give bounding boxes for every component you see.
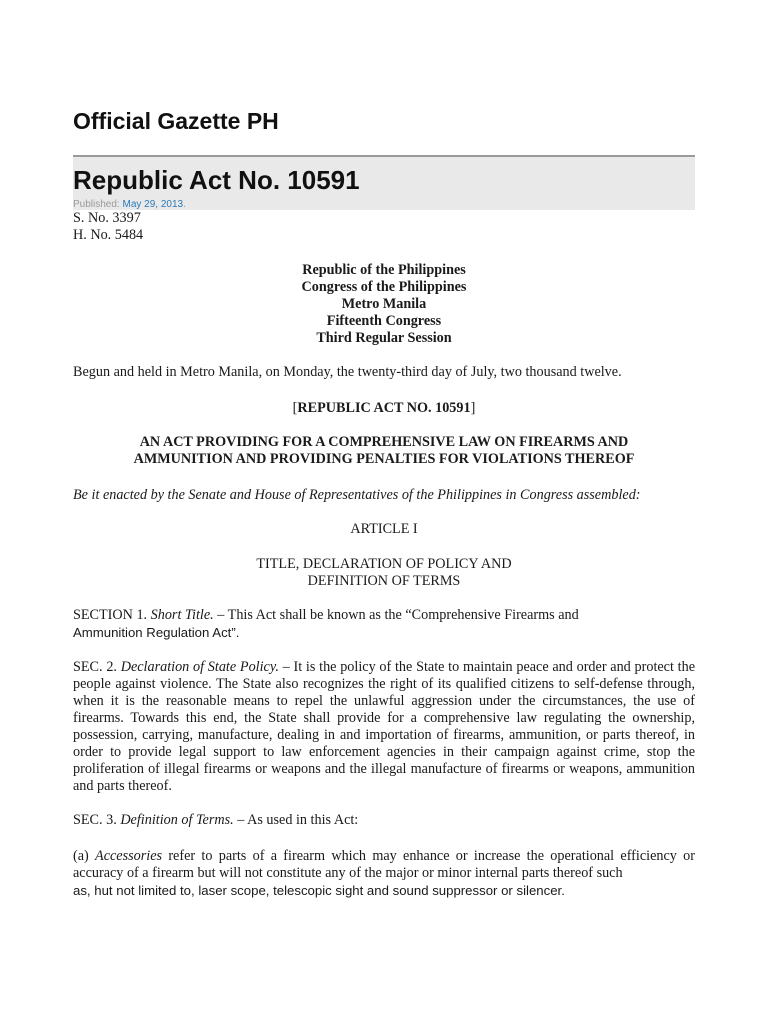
header-line: Metro Manila — [341, 296, 427, 312]
article-number: ARTICLE I — [350, 521, 418, 537]
definition-term: Accessories — [95, 848, 163, 864]
house-number: H. No. 5484 — [73, 227, 144, 243]
article-title-line: TITLE, DECLARATION OF POLICY AND — [256, 556, 512, 572]
section-2-prefix: SEC. 2. — [73, 659, 121, 675]
published-label: Published: — [73, 199, 120, 210]
section-1-prefix: SECTION 1. — [73, 607, 151, 623]
section-3-heading: Definition of Terms. — [120, 812, 234, 828]
site-title: Official Gazette PH — [73, 108, 279, 134]
section-1-heading: Short Title. — [150, 607, 214, 623]
enacting-clause: Be it enacted by the Senate and House of Representatives of the Philippines in Congress assembled: — [73, 487, 641, 503]
act-title: Republic Act No. 10591 — [73, 165, 360, 195]
section-3-body: – As used in this Act: — [233, 812, 359, 828]
section-2-heading: Declaration of State Policy. — [120, 659, 279, 675]
header-line: Republic of the Philippines — [302, 262, 466, 278]
bracket-open: [ — [292, 400, 298, 416]
published-date-link[interactable]: May 29, 2013 — [122, 199, 184, 210]
section-2-body: – It is the policy of the State to maintain peace and order and protect the people against violence. The State also recognizes the right of its qualified citizens to self-defense through, when it is the reasonable means to repel the unlawful aggression under the circumstances, the use of firearms. Towards this end, the State shall provide for a comprehensive law regulating the ownership, possession, carrying, manufacture, dealing in and importation of firearms, ammunition, or parts thereof, in order to provide legal support to law enforcement agencies in their campaign against crime, stop the proliferation of illegal firearms or weapons and the illegal manufacture of firearms or weapons, ammunition and parts thereof. — [73, 659, 695, 794]
congress-header — [73, 262, 695, 347]
act-heading-line: AMMUNITION AND PROVIDING PENALTIES FOR VIOLATIONS THEREOF — [133, 451, 635, 467]
section-3-prefix: SEC. 3. — [73, 812, 121, 828]
section-2 — [73, 659, 695, 795]
definition-last-line: as, hut not limited to, laser scope, telescopic sight and sound suppressor or silencer. — [73, 883, 565, 898]
act-heading — [73, 434, 695, 468]
header-line: Fifteenth Congress — [326, 313, 442, 329]
section-1-tail: Ammunition Regulation Act”. — [73, 625, 240, 640]
article-title — [73, 556, 695, 590]
published-suffix: . — [183, 199, 186, 210]
section-1-body: – This Act shall be known as the “Comprehensive Firearms and — [213, 607, 579, 623]
header-line: Third Regular Session — [316, 330, 452, 346]
section-1 — [73, 607, 695, 642]
header-line: Congress of the Philippines — [301, 279, 467, 295]
senate-number: S. No. 3397 — [73, 210, 141, 226]
republic-act-number-text: REPUBLIC ACT NO. 10591 — [297, 400, 471, 416]
bill-numbers — [73, 210, 695, 244]
republic-act-number — [73, 400, 695, 417]
act-title-block — [73, 155, 695, 210]
article-title-line: DEFINITION OF TERMS — [307, 573, 461, 589]
definition-prefix: (a) — [73, 848, 96, 864]
bracket-close: ] — [470, 400, 476, 416]
section-3 — [73, 812, 695, 829]
definition-accessories — [73, 848, 695, 900]
act-heading-line: AN ACT PROVIDING FOR A COMPREHENSIVE LAW ON FIREARMS AND — [139, 434, 629, 450]
begun-statement: Begun and held in Metro Manila, on Monday, the twenty-third day of July, two thousand twelve. — [73, 364, 622, 380]
definition-body: refer to parts of a firearm which may enhance or increase the operational efficiency or accuracy of a firearm but will not constitute any of the major or minor internal parts thereof such — [73, 848, 695, 881]
